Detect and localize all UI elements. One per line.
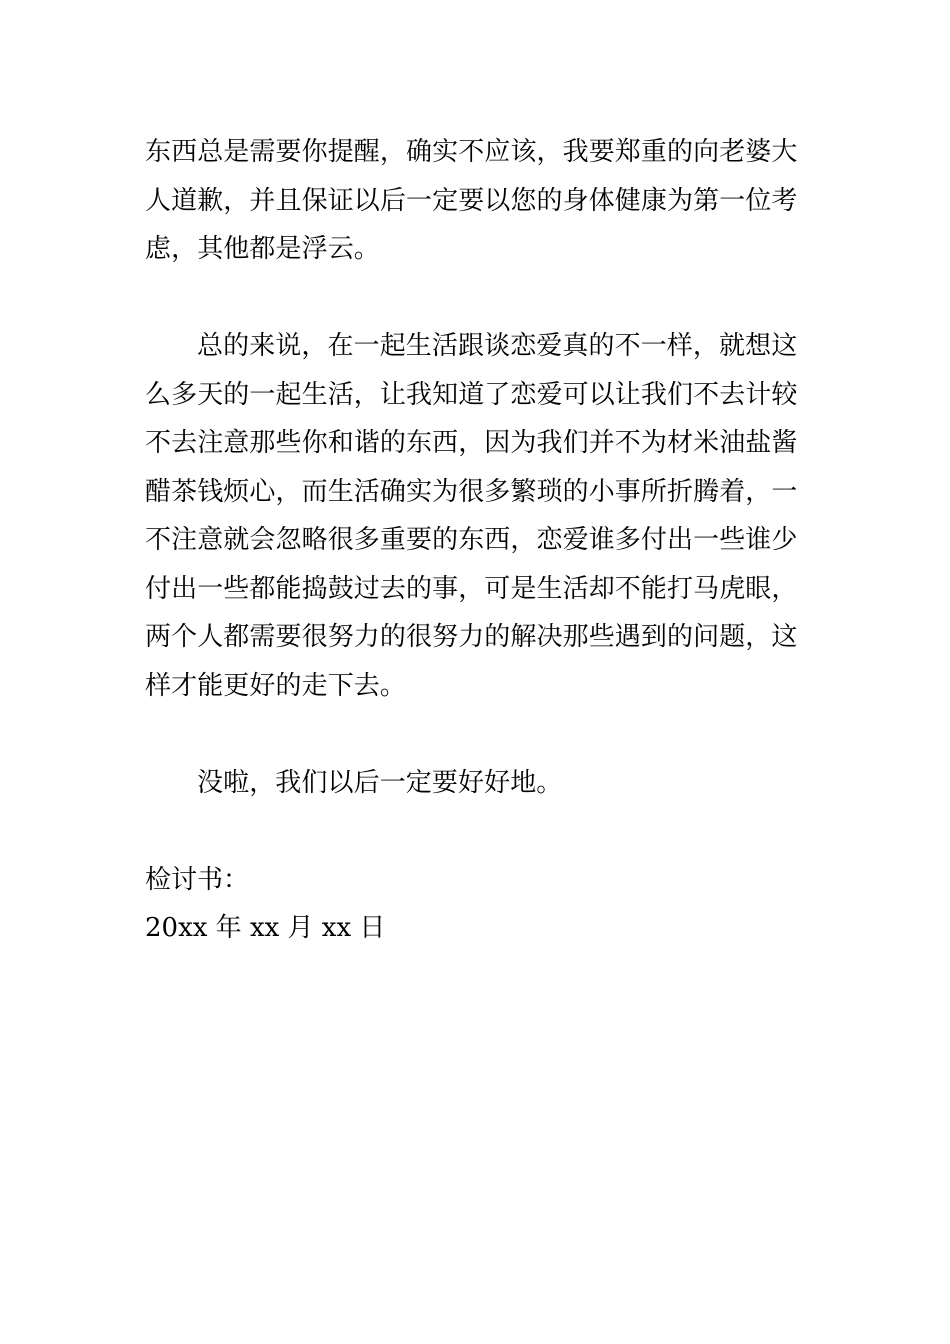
paragraph-life-vs-love: 总的来说，在一起生活跟谈恋爱真的不一样，就想这么多天的一起生活，让我知道了恋爱可以让我们不去计较不去注意那些你和谐的东西，因为我们并不为材米油盐酱醋茶钱烦心，而生活确实为很多繁琐的小事所折腾着，一不注意就会忽略很多重要的东西，恋爱谁多付出一些谁少付出一些都能捣鼓过去的事，可是生活却不能打马虎眼，两个人都需要很努力的很努力的解决那些遇到的问题，这样才能更好的走下去。 <box>145 331 798 701</box>
paragraph-spacer <box>145 807 807 856</box>
paragraph-apology: 东西总是需要你提醒，确实不应该，我要郑重的向老婆大人道歉，并且保证以后一定要以您的身体健康为第一位考虑，其他都是浮云。 <box>145 137 798 264</box>
date-line: 20xx 年 xx 月 xx 日 <box>145 913 386 943</box>
paragraph-spacer <box>145 274 807 323</box>
paragraph-closing: 没啦，我们以后一定要好好地。 <box>197 767 563 798</box>
document-page <box>145 128 807 953</box>
paragraph-spacer <box>145 710 807 759</box>
signature-label: 检讨书： <box>145 864 250 895</box>
